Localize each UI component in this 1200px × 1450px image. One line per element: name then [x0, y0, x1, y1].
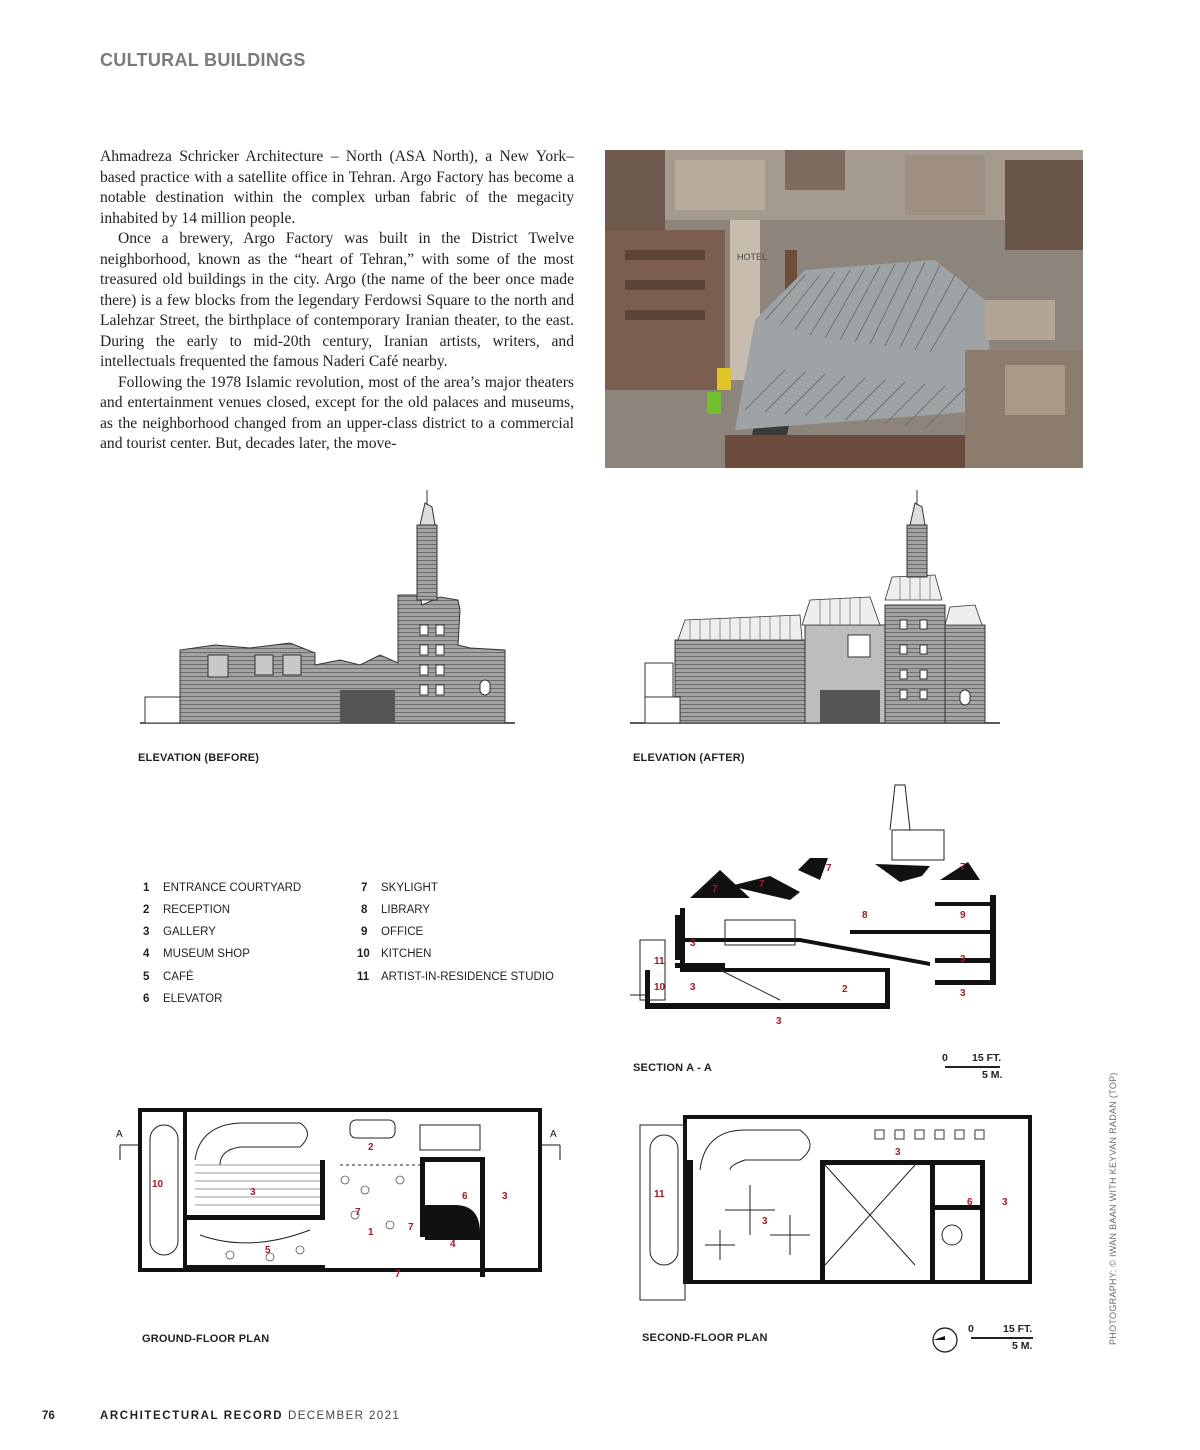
scale-zero: 0 [942, 1052, 948, 1064]
legend-item: 3 GALLERY [143, 926, 216, 938]
scale-line [971, 1337, 1033, 1339]
section-marker: A [116, 1129, 123, 1140]
section-label: 9 [960, 910, 966, 921]
section-header: CULTURAL BUILDINGS [100, 50, 306, 70]
section-label: 8 [862, 910, 868, 921]
legend-item: 10 KITCHEN [357, 948, 432, 960]
elevation-after-caption: ELEVATION (AFTER) [633, 752, 745, 764]
aerial-photo [605, 150, 1083, 468]
elevation-before-drawing [140, 485, 520, 730]
scale-bar [942, 1052, 1012, 1084]
legend-item: 8 LIBRARY [361, 904, 431, 916]
magazine-name: ARCHITECTURAL RECORD [100, 1410, 284, 1422]
plan-label: 11 [654, 1189, 665, 1200]
section-label: 11 [654, 956, 665, 967]
section-label: 7 [759, 879, 765, 890]
section-label: 3 [960, 954, 966, 965]
section-label: 2 [842, 984, 848, 995]
elevation-before-caption: ELEVATION (BEFORE) [138, 752, 260, 764]
legend-item: 1 ENTRANCE COURTYARD [143, 882, 302, 894]
elevation-after-drawing [630, 485, 1005, 730]
plan-scale-bar [968, 1323, 1038, 1355]
legend-item: 11 ARTIST-IN-RESIDENCE STUDIO [357, 971, 554, 983]
section-label: 10 [654, 982, 666, 993]
plan-label: 3 [762, 1216, 768, 1227]
article-paragraph: Ahmadreza Schricker Architecture – North (ASA North), a New York–based practice with a satellite office in Tehran. Argo Factory has become a notable destination within the complex urban fabric of the megacity inhabited by 14 million people. [100, 148, 574, 227]
page-number: 76 [42, 1410, 55, 1422]
second-plan-caption: SECOND-FLOOR PLAN [642, 1332, 768, 1344]
section-caption: SECTION A - A [633, 1062, 712, 1074]
second-floor-plan [630, 1105, 1040, 1305]
section-label: 3 [690, 982, 696, 993]
plan-label: 3 [250, 1187, 256, 1198]
section-label: 3 [690, 938, 696, 949]
legend-item: 2 RECEPTION [143, 904, 231, 916]
issue-date: DECEMBER 2021 [288, 1410, 401, 1422]
plan-label: 10 [152, 1179, 164, 1190]
section-label: 7 [712, 884, 718, 895]
section-label: 3 [960, 988, 966, 999]
scale-feet: 15 FT. [1003, 1323, 1033, 1335]
article-body [100, 147, 574, 455]
plan-label: 3 [1002, 1197, 1008, 1208]
plan-label: 3 [895, 1147, 901, 1158]
section-label: 7 [960, 862, 966, 873]
plan-label: 3 [502, 1191, 508, 1202]
photo-credit: PHOTOGRAPHY: © IWAN BAAN WITH KEYVAN RADAN (TOP) [1108, 1072, 1118, 1345]
scale-feet: 15 FT. [972, 1052, 1002, 1064]
plan-label: 7 [408, 1222, 414, 1233]
plan-label: 4 [450, 1239, 456, 1250]
section-label: 7 [826, 863, 832, 874]
section-label: 3 [776, 1016, 782, 1027]
scale-zero: 0 [968, 1323, 974, 1335]
hotel-sign: HOTEL [737, 252, 768, 262]
scale-meters: 5 M. [1012, 1340, 1033, 1352]
plan-label: 2 [368, 1142, 374, 1153]
scale-line [945, 1066, 1000, 1068]
plan-label: 6 [462, 1191, 468, 1202]
plan-label: 5 [265, 1245, 271, 1256]
article-paragraph: Following the 1978 Islamic revolution, most of the area’s major theaters and entertainment venues closed, except for the old palaces and museums, as the neighborhood changed from an upper-class district to a commercial and tourist center. But, decades later, the move- [100, 373, 574, 452]
legend-item: 6 ELEVATOR [143, 993, 223, 1005]
plan-label: 6 [967, 1197, 973, 1208]
plan-label: 1 [368, 1227, 374, 1238]
legend-item: 9 OFFICE [361, 926, 424, 938]
article-paragraph: Once a brewery, Argo Factory was built in the District Twelve neighborhood, known as the “heart of Tehran,” with some of the most treasured old buildings in the city. Argo (the name of the beer once made there) is a few blocks from the legendary Ferdowsi Square to the north and Lalehzar Street, the birthplace of contemporary Iranian theater, to the east. During the early to mid-20th century, Iranian artists, writers, and intellectuals frequented the famous Naderi Café nearby. [100, 230, 574, 370]
north-arrow-icon [930, 1325, 960, 1355]
legend-item: 7 SKYLIGHT [361, 882, 438, 894]
plan-label: 7 [355, 1207, 361, 1218]
ground-floor-plan [110, 1105, 570, 1295]
section-drawing [630, 770, 1010, 1050]
scale-meters: 5 M. [982, 1069, 1003, 1081]
legend-item: 5 CAFÉ [143, 971, 194, 983]
section-marker: A [550, 1129, 557, 1140]
legend-item: 4 MUSEUM SHOP [143, 948, 250, 960]
plan-label: 7 [395, 1269, 401, 1280]
ground-plan-caption: GROUND-FLOOR PLAN [142, 1333, 270, 1345]
